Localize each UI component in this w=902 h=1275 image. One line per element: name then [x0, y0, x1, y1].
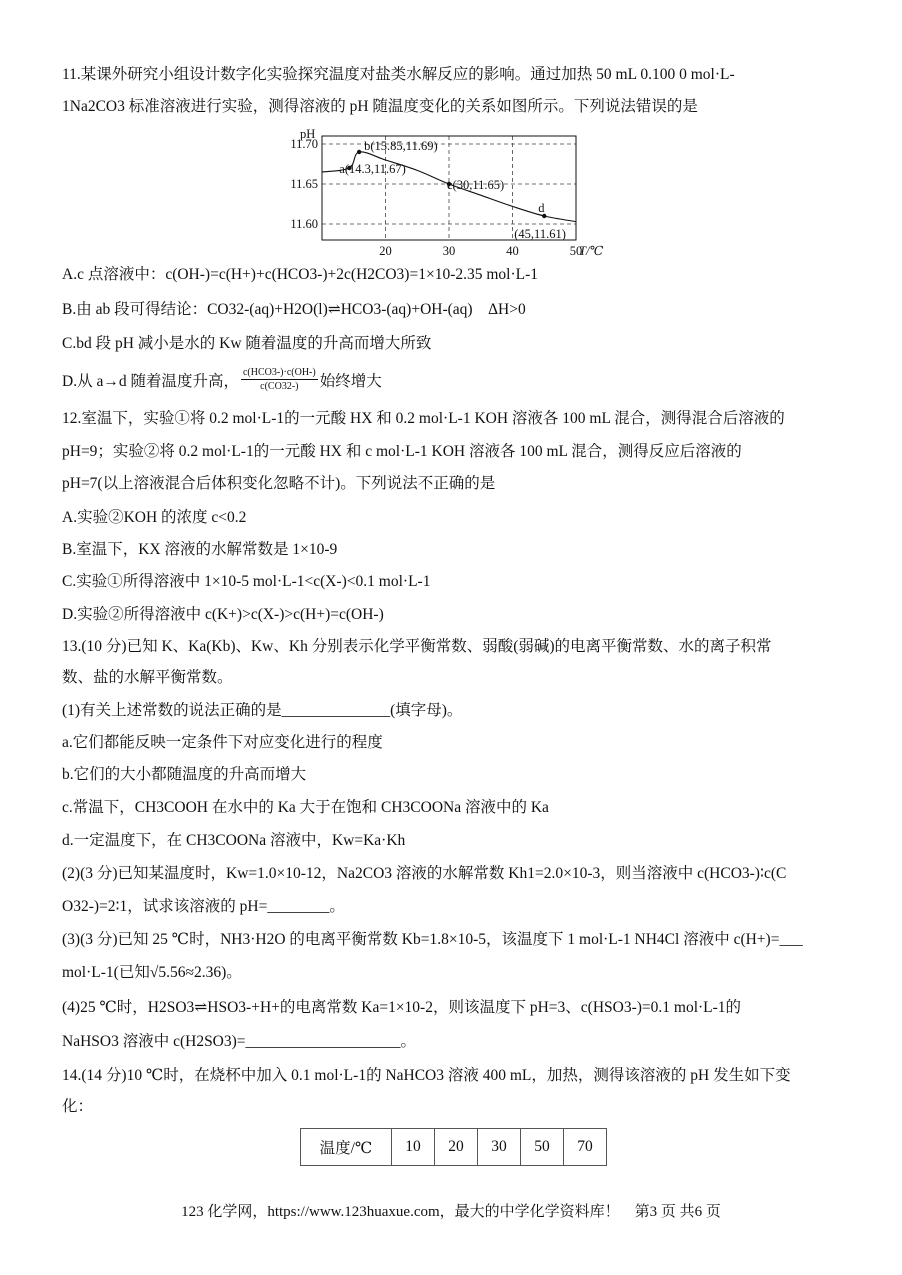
fraction-numerator: c(HCO3-)·c(OH-): [242, 367, 316, 378]
option-d-fraction: [241, 366, 318, 393]
q12-option-c: C.实验①所得溶液中 1×10-5 mol·L-1<c(X-)<0.1 mol·L-1: [62, 573, 431, 590]
chart-points: [339, 139, 546, 218]
q11-option-d-suffix: 始终增大: [319, 372, 382, 390]
q12-line3: pH=7(以上溶液混合后体积变化忽略不计)。下列说法不正确的是: [62, 475, 496, 492]
q11-option-b: B.由 ab 段可得结论：CO32-(aq)+H2O(l)⇌HCO3-(aq)+OH-(aq) ΔH>0: [62, 301, 526, 318]
y-tick-label: 11.70: [290, 137, 318, 151]
q13-part2-line1: (2)(3 分)已知某温度时，Kw=1.0×10-12，Na2CO3 溶液的水解常数 Kh1=2.0×10-3，则当溶液中 c(HCO3-)∶c(C: [62, 865, 787, 882]
q12-line1: 12.室温下，实验①将 0.2 mol·L-1的一元酸 HX 和 0.2 mol·L-1 KOH 溶液各 100 mL 混合，测得混合后溶液的: [62, 410, 785, 427]
q13-choice-b: b.它们的大小都随温度的升高而增大: [62, 766, 307, 783]
q13-choice-d: d.一定温度下，在 CH3COONa 溶液中，Kw=Ka·Kh: [62, 832, 406, 849]
table-cell: 30: [478, 1129, 521, 1166]
q13-choice-a: a.它们都能反映一定条件下对应变化进行的程度: [62, 734, 383, 751]
x-tick-label: 20: [379, 244, 392, 256]
q11-option-d-prefix: D.从 a→d 随着温度升高，: [62, 372, 239, 390]
point-label: d: [538, 201, 545, 215]
q13-part4-line1: (4)25 ℃时，H2SO3⇌HSO3-+H+的电离常数 Ka=1×10-2，则该温度下 pH=3、c(HSO3-)=0.1 mol·L-1的: [62, 999, 742, 1016]
q12-option-d: D.实验②所得溶液中 c(K+)>c(X-)>c(H+)=c(OH-): [62, 606, 384, 623]
q13-part3-line1: (3)(3 分)已知 25 ℃时，NH3·H2O 的电离平衡常数 Kb=1.8×10-5，该温度下 1 mol·L-1 NH4Cl 溶液中 c(H+)=___: [62, 931, 803, 948]
q13-part1: (1)有关上述常数的说法正确的是______________(填字母)。: [62, 702, 463, 719]
q13-line1: 13.(10 分)已知 K、Ka(Kb)、Kw、Kh 分别表示化学平衡常数、弱酸(弱碱)的电离平衡常数、水的离子积常: [62, 638, 772, 655]
table-cell: 10: [392, 1129, 435, 1166]
q13-line2: 数、盐的水解平衡常数。: [62, 669, 233, 686]
point-label: c(30,11.65): [447, 178, 505, 192]
point-label: a(14.3,11.67): [339, 162, 406, 176]
q11-option-a: A.c 点溶液中：c(OH-)=c(H+)+c(HCO3-)+2c(H2CO3)=1×10-2.35 mol·L-1: [62, 266, 539, 283]
ph-temperature-chart: [282, 128, 622, 256]
fraction-denominator: c(CO32-): [260, 381, 299, 392]
table-header-cell: 温度/℃: [301, 1129, 392, 1166]
x-axis-label: T/℃: [579, 244, 604, 256]
q11-option-c: C.bd 段 pH 减小是水的 Kw 随着温度的升高而增大所致: [62, 335, 432, 352]
q11-option-d: [62, 366, 382, 393]
q13-choice-c: c.常温下，CH3COOH 在水中的 Ka 大于在饱和 CH3COONa 溶液中的 Ka: [62, 799, 549, 816]
table-cell: 20: [435, 1129, 478, 1166]
page-footer: 123 化学网，https://www.123huaxue.com，最大的中学化学资料库！ 第3 页 共6 页: [181, 1204, 721, 1220]
q14-line1: 14.(14 分)10 ℃时，在烧杯中加入 0.1 mol·L-1的 NaHCO3 溶液 400 mL，加热，测得该溶液的 pH 发生如下变: [62, 1067, 791, 1084]
table-row: [301, 1129, 607, 1166]
x-tick-label: 50: [569, 244, 583, 256]
q12-option-b: B.室温下，KX 溶液的水解常数是 1×10-9: [62, 541, 338, 558]
x-tick-label: 40: [506, 244, 519, 256]
q13-part3-line2: mol·L-1(已知√5.56≈2.36)。: [62, 964, 242, 981]
temperature-table: [300, 1128, 607, 1166]
q13-part2-line2: O32-)=2∶1，试求该溶液的 pH=________。: [62, 898, 345, 915]
q12-option-a: A.实验②KOH 的浓度 c<0.2: [62, 509, 247, 526]
y-tick-label: 11.65: [290, 177, 318, 191]
data-point: [357, 150, 361, 154]
point-label: b(15.85,11.69): [364, 139, 438, 153]
q13-part4-line2: NaHSO3 溶液中 c(H2SO3)=____________________。: [62, 1033, 417, 1050]
q11-stem-line1: 11.某课外研究小组设计数字化实验探究温度对盐类水解反应的影响。通过加热 50 mL 0.100 0 mol·L-: [62, 66, 735, 83]
x-tick-label: 30: [442, 244, 456, 256]
point-d-coordinates: (45,11.61): [514, 227, 566, 241]
y-tick-label: 11.60: [290, 217, 318, 231]
q12-line2: pH=9；实验②将 0.2 mol·L-1的一元酸 HX 和 c mol·L-1 KOH 溶液各 100 mL 混合，测得反应后溶液的: [62, 443, 742, 460]
table-cell: 50: [521, 1129, 564, 1166]
q14-line2: 化：: [62, 1098, 94, 1115]
y-axis-label: pH: [300, 128, 316, 141]
q11-stem-line2: 1Na2CO3 标准溶液进行实验，测得溶液的 pH 随温度变化的关系如图所示。下列说法错误的是: [62, 98, 698, 115]
table-cell: 70: [564, 1129, 607, 1166]
